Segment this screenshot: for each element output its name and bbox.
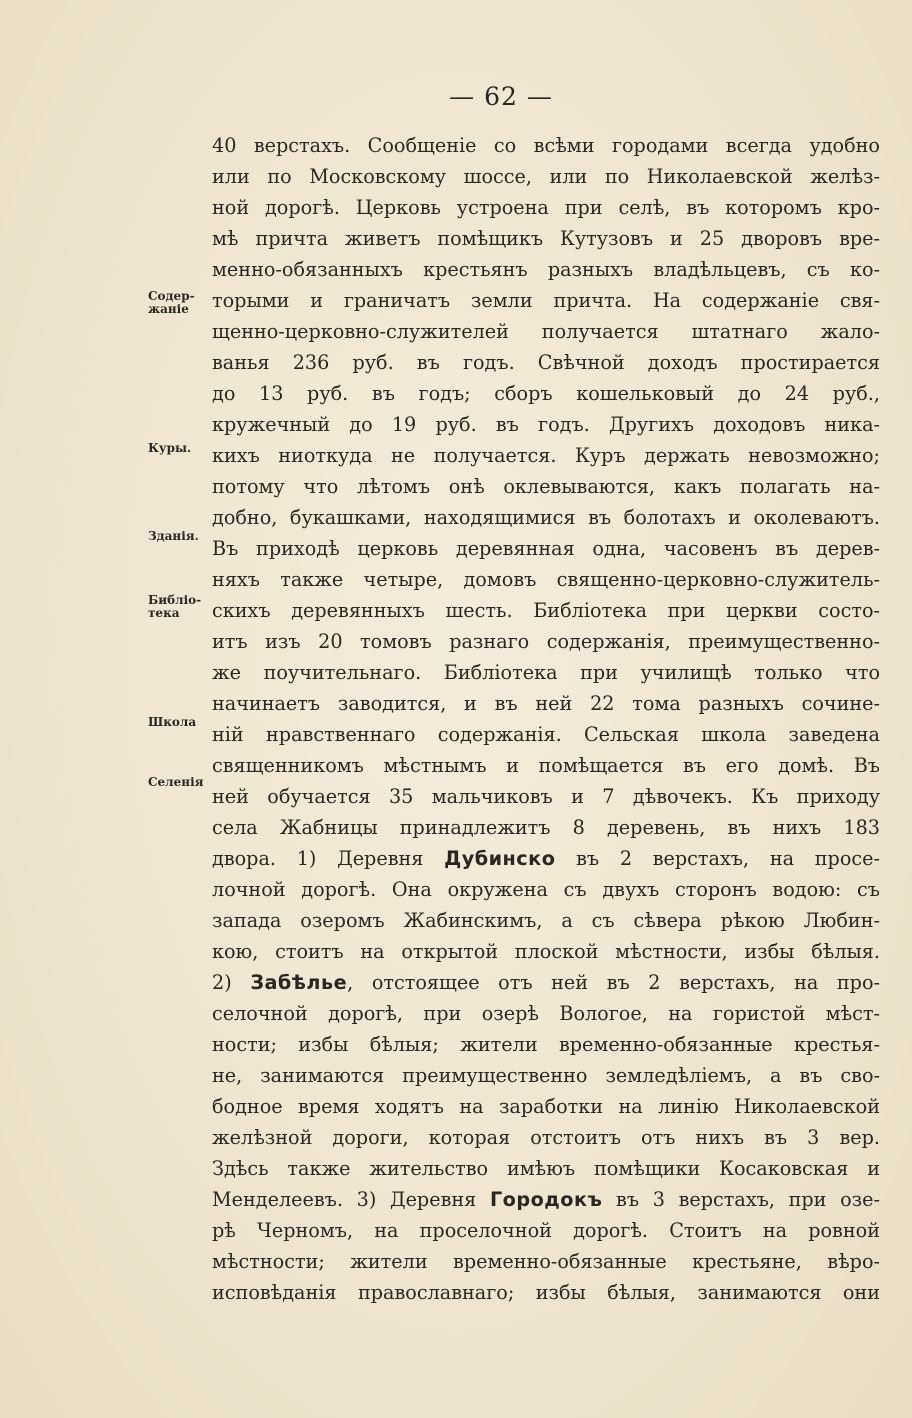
line-segment: Менделеевъ. 3) Деревня — [212, 1188, 490, 1211]
text-line: кою, стоитъ на открытой плоской мѣстности, избы бѣлыя. — [212, 940, 880, 963]
text-line: ванья 236 руб. въ годъ. Свѣчной доходъ простирается — [212, 351, 880, 374]
margin-note-label: Селенія — [148, 775, 204, 789]
margin-note-label: Школа — [148, 715, 197, 729]
text-line: рѣ Черномъ, на проселочной дорогѣ. Стоитъ на ровной — [212, 1219, 880, 1242]
margin-note-label: Библіо- тека — [148, 593, 202, 620]
text-line: или по Московскому шоссе, или по Николаевской желѣз- — [212, 165, 880, 188]
text-line: желѣзной дороги, которая отстоитъ отъ нихъ въ 3 вер. — [212, 1126, 880, 1149]
text-line — [212, 967, 880, 998]
margin-note-label: Куры. — [148, 441, 192, 455]
text-line: итъ изъ 20 томовъ разнаго содержанія, преимущественно- — [212, 630, 880, 653]
text-line: щенно-церковно-служителей получается штатнаго жало- — [212, 320, 880, 343]
text-line: ній нравственнаго содержанія. Сельская школа заведена — [212, 723, 880, 746]
margin-note-shkola — [148, 716, 210, 729]
text-line: мѣстности; жители временно-обязанные крестьяне, вѣро- — [212, 1250, 880, 1273]
text-line: ной дорогѣ. Церковь устроена при селѣ, въ которомъ кро- — [212, 196, 880, 219]
line-segment: , отстоящее отъ ней въ 2 верстахъ, на про- — [347, 971, 880, 994]
text-line: лочной дорогѣ. Она окружена съ двухъ сторонъ водою: съ — [212, 878, 880, 901]
village-name-zabelye: Забѣлье — [250, 971, 348, 994]
margin-note-label: Зданія. — [148, 529, 199, 543]
text-line: потому что лѣтомъ онѣ оклевываются, какъ полагать на- — [212, 475, 880, 498]
body-text — [212, 130, 880, 1308]
page-number-text: — 62 — — [449, 82, 553, 111]
text-line: запада озеромъ Жабинскимъ, а съ сѣвера рѣкою Любин- — [212, 909, 880, 932]
margin-note-biblioteka — [148, 594, 210, 620]
text-line: Здѣсь также жительство имѣюъ помѣщики Косаковская и — [212, 1157, 880, 1180]
text-line: кружечный до 19 руб. въ годъ. Другихъ доходовъ ника- — [212, 413, 880, 436]
text-line: бодное время ходятъ на заработки на линію Николаевской — [212, 1095, 880, 1118]
text-line: священникомъ мѣстнымъ и помѣщается въ его домѣ. Въ — [212, 754, 880, 777]
text-line: менно-обязанныхъ крестьянъ разныхъ владѣльцевъ, съ ко- — [212, 258, 880, 281]
page-number — [0, 82, 912, 111]
margin-note-seleniya — [148, 776, 210, 789]
village-name-gorodok: Городокъ — [489, 1188, 603, 1211]
text-line: торыми и граничатъ земли причта. На содержаніе свя- — [212, 289, 880, 312]
text-line: 40 верстахъ. Сообщеніе со всѣми городами всегда удобно — [212, 134, 880, 157]
margin-note-kury — [148, 442, 210, 455]
line-segment: въ 2 верстахъ, на просе- — [555, 847, 880, 870]
text-line: мѣ причта живетъ помѣщикъ Кутузовъ и 25 дворовъ вре- — [212, 227, 880, 250]
text-line: же поучительнаго. Библіотека при училищѣ только что — [212, 661, 880, 684]
margin-note-zdaniya — [148, 530, 210, 543]
text-line: скихъ деревянныхъ шесть. Библіотека при церкви состо- — [212, 599, 880, 622]
text-line: до 13 руб. въ годъ; сборъ кошельковый до 24 руб., — [212, 382, 880, 405]
text-line: няхъ также четыре, домовъ священно-церковно-служитель- — [212, 568, 880, 591]
text-line: начинаетъ заводится, и въ ней 22 тома разныхъ сочине- — [212, 692, 880, 715]
text-line — [212, 843, 880, 874]
text-line: Въ приходѣ церковь деревянная одна, часовенъ въ дерев- — [212, 537, 880, 560]
line-segment: двора. 1) Деревня — [212, 847, 445, 870]
text-line: селочной дорогѣ, при озерѣ Вологое, на гористой мѣст- — [212, 1002, 880, 1025]
line-segment: въ 3 верстахъ, при озе- — [602, 1188, 880, 1211]
margin-note-soderzhanie — [148, 290, 210, 316]
text-line: кихъ ниоткуда не получается. Куръ держать невозможно; — [212, 444, 880, 467]
text-line: села Жабницы принадлежитъ 8 деревень, въ нихъ 183 — [212, 816, 880, 839]
text-line: не, занимаются преимущественно земледѣліемъ, а въ сво- — [212, 1064, 880, 1087]
line-segment: 2) — [212, 971, 251, 994]
text-line: ности; избы бѣлыя; жители временно-обязанные крестья- — [212, 1033, 880, 1056]
text-line: добно, букашками, находящимися въ болотахъ и околеваютъ. — [212, 506, 880, 529]
village-name-dubinsko: Дубинско — [444, 847, 556, 870]
margin-note-label: Содер- жаніе — [148, 289, 195, 316]
text-line: ней обучается 35 мальчиковъ и 7 дѣвочекъ. Къ приходу — [212, 785, 880, 808]
text-line: исповѣданія православнаго; избы бѣлыя, занимаются они — [212, 1281, 880, 1304]
text-line — [212, 1184, 880, 1215]
